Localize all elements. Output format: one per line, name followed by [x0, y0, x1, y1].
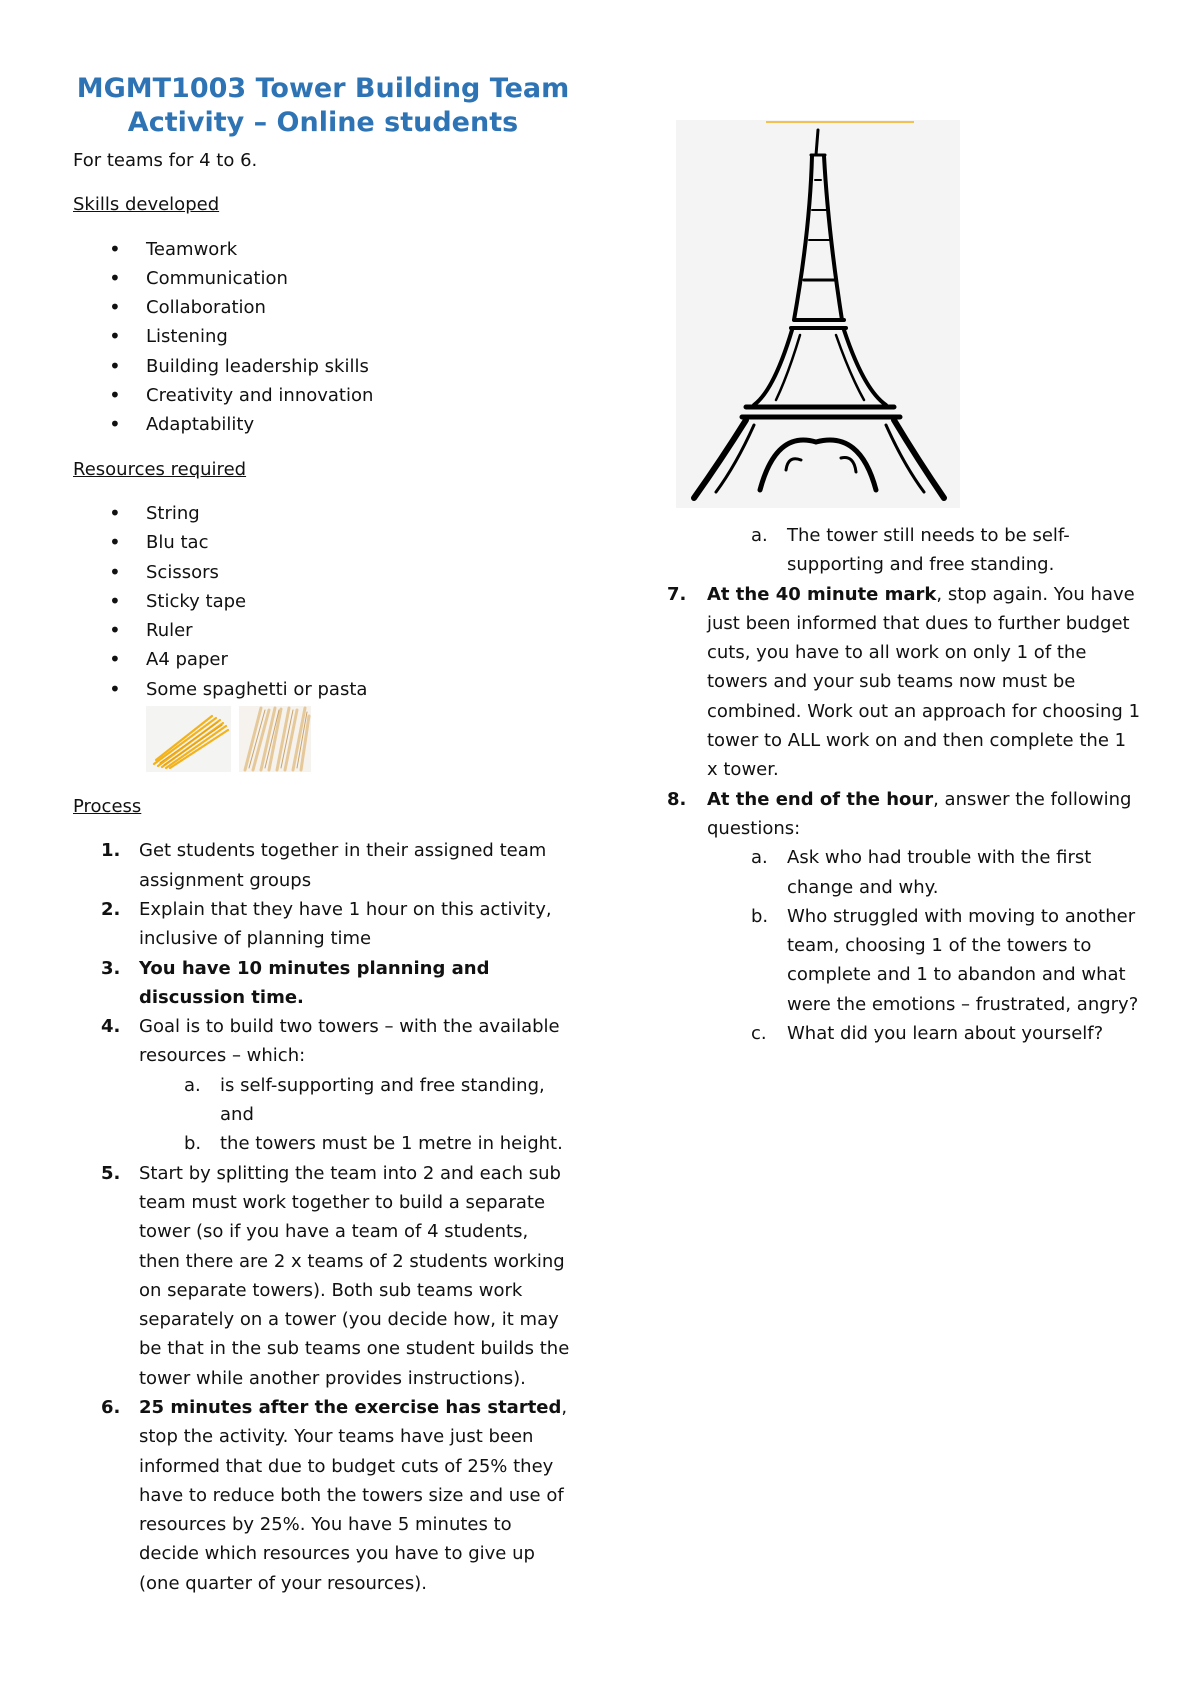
list-item: • Scissors: [73, 558, 573, 587]
list-item: • Listening: [73, 322, 573, 351]
skills-list: [73, 235, 573, 440]
process-step: [73, 1393, 573, 1598]
sub-item: [662, 1019, 1142, 1048]
eiffel-tower-image: [676, 120, 960, 508]
skills-heading: Skills developed: [73, 194, 220, 216]
process-list: [73, 836, 573, 1598]
sub-text: is self-supporting and free standing, and: [220, 1074, 545, 1126]
right-column: [662, 521, 1142, 1048]
sub-text: Who struggled with moving to another team, choosing 1 of the towers to complete and 1 to abandon and what were the emotions – frustrated, angry?: [787, 905, 1139, 1015]
step-number: 1.: [101, 840, 121, 862]
sub-letter: a.: [751, 525, 768, 546]
step-text: Goal is to build two towers – with the available resources – which:: [139, 1016, 560, 1067]
pasta-images: [146, 706, 573, 774]
step-text: , answer the following questions:: [707, 788, 1132, 839]
process-list-continued: [662, 580, 1142, 1049]
sub-letter: a.: [184, 1074, 201, 1096]
step-number: 3.: [101, 957, 121, 979]
list-item: • Teamwork: [73, 235, 573, 264]
list-item: • Collaboration: [73, 293, 573, 322]
title-line-1: MGMT1003 Tower Building Team: [76, 73, 570, 104]
spaghetti-image: [146, 706, 231, 772]
step-bold-text: 25 minutes after the exercise has started: [139, 1396, 562, 1418]
sub-text: The tower still needs to be self-supporting and free standing.: [787, 525, 1070, 576]
process-step: [662, 580, 1142, 785]
left-column: [73, 72, 573, 1598]
list-item: • Some spaghetti or pasta: [73, 675, 573, 704]
list-item: • Sticky tape: [73, 587, 573, 616]
step-sublist: [73, 1071, 573, 1159]
sub-letter: c.: [751, 1023, 767, 1045]
step-number: 7.: [667, 583, 687, 605]
list-item: • String: [73, 499, 573, 528]
list-item: • A4 paper: [73, 645, 573, 674]
resources-list: [73, 499, 573, 704]
process-step: [73, 1159, 573, 1393]
sub-letter: b.: [751, 905, 769, 927]
pasta-sticks-image: [239, 706, 311, 772]
sub-item: [662, 521, 1142, 580]
process-step: [73, 954, 573, 1013]
process-heading: Process: [73, 796, 142, 818]
page-title: [73, 72, 573, 140]
sub-text: What did you learn about yourself?: [787, 1023, 1104, 1045]
step-number: 5.: [101, 1162, 121, 1184]
resources-heading: Resources required: [73, 458, 247, 480]
step-text: Get students together in their assigned team assignment groups: [139, 840, 547, 891]
step-number: 6.: [101, 1396, 121, 1418]
step-number: 2.: [101, 898, 121, 920]
list-item: • Creativity and innovation: [73, 381, 573, 410]
list-item: • Adaptability: [73, 410, 573, 439]
sub-item: [662, 902, 1142, 1019]
sub-item: [73, 1071, 573, 1130]
title-line-2: Activity – Online students: [127, 107, 519, 138]
sub-letter: a.: [751, 847, 768, 869]
step-bold-text: At the 40 minute mark: [707, 583, 937, 605]
step-number: 4.: [101, 1016, 121, 1038]
sub-letter: b.: [184, 1133, 202, 1155]
process-step: [73, 1012, 573, 1158]
step-text: , stop again. You have just been informed that dues to further budget cuts, you have to all work on only 1 of the towers and your sub teams now must be combined. Work out an approach for choosing 1 tower to ALL work on and then complete the 1 x tower.: [707, 583, 1141, 781]
step-bold-text: At the end of the hour: [707, 788, 934, 810]
list-item: • Communication: [73, 264, 573, 293]
step-text: You have 10 minutes planning and discussion time.: [139, 957, 490, 1008]
sub-item: [73, 1129, 573, 1158]
process-step: [73, 895, 573, 954]
intro-text: For teams for 4 to 6.: [73, 150, 258, 171]
list-item: • Blu tac: [73, 528, 573, 557]
sub-text: the towers must be 1 metre in height.: [220, 1133, 563, 1155]
sub-text: Ask who had trouble with the first change and why.: [787, 847, 1092, 898]
step-sublist: [662, 843, 1142, 1048]
step-text: Start by splitting the team into 2 and each sub team must work together to build a separate tower (so if you have a team of 4 students, then there are 2 x teams of 2 students working on separate towers). Both sub teams work separately on a tower (you decide how, it may be that in the sub teams one student builds the tower while another provides instructions).: [139, 1162, 570, 1389]
step-text: , stop the activity. Your teams have just been informed that due to budget cuts of 25% they have to reduce both the towers size and use of resources by 25%. You have 5 minutes to decide which resources you have to give up (one quarter of your resources).: [139, 1396, 568, 1594]
step-number: 8.: [667, 788, 687, 810]
sub-item: [662, 843, 1142, 902]
step-6-sublist: [662, 521, 1142, 580]
process-step: [662, 785, 1142, 1049]
list-item: • Building leadership skills: [73, 352, 573, 381]
step-text: Explain that they have 1 hour on this activity, inclusive of planning time: [139, 898, 552, 950]
list-item: • Ruler: [73, 616, 573, 645]
process-step: [73, 836, 573, 895]
